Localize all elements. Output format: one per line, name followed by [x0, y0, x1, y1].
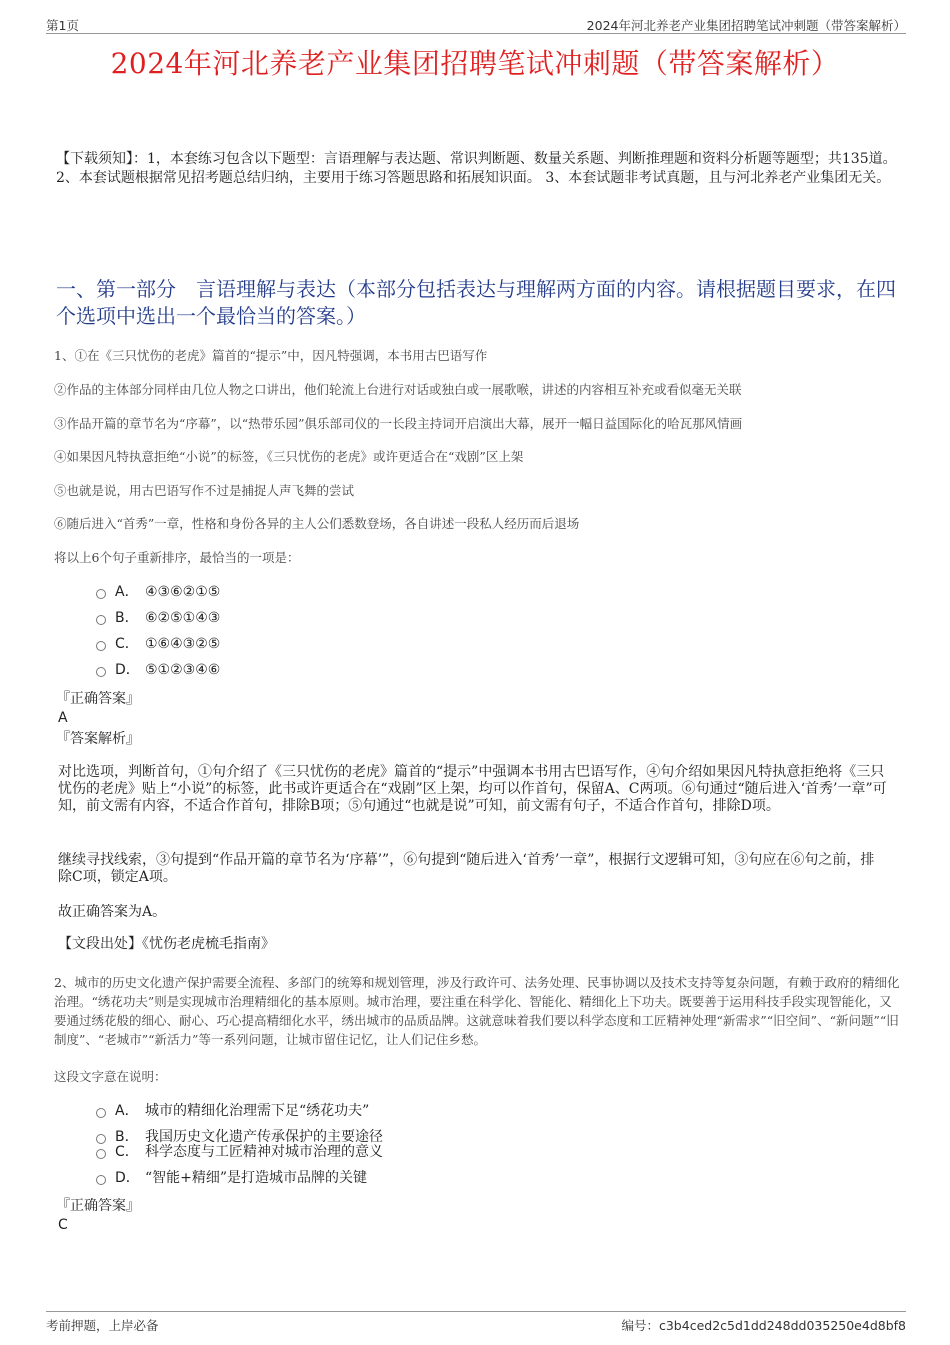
q1-option-d[interactable]	[96, 661, 220, 679]
page-header	[46, 14, 906, 34]
option-text: ①⑥④③②⑤	[145, 636, 221, 652]
q2-stem: 2、城市的历史文化遗产保护需要全流程、多部门的统筹和规划管理，涉及行政许可、法务处理、民事协调以及技术支持等复杂问题，有赖于政府的精细化治理。“绣花功夫”则是实现城市治理精细化的基本原则。城市治理，要注重在科学化、智能化、精细化上下功夫。既要善于运用科技手段实现智能化，又要通过绣花般的细心、耐心、巧心提高精细化水平，绣出城市的品质品牌。这就意味着我们要以科学态度和工匠精神处理“新需求”“旧空间”、“新问题”“旧制度”、“老城市”“新活力”等一系列问题，让城市留住记忆，让人们记住乡愁。	[54, 975, 900, 1047]
radio-icon[interactable]	[96, 641, 106, 651]
correct-answer: A	[58, 710, 68, 726]
radio-icon[interactable]	[96, 667, 106, 677]
option-text: 我国历史文化遗产传承保护的主要途径	[145, 1129, 383, 1145]
analysis-paragraph: 继续寻找线索，③句提到“作品开篇的章节名为‘序幕’”，⑥句提到“随后进入‘首秀’一章”，根据行文逻辑可知，③句应在⑥句之前，排除C项，锁定A项。	[58, 852, 875, 885]
answer-label: 『正确答案』	[56, 1198, 140, 1214]
source-citation: 【文段出处】《忧伤老虎梳毛指南》	[58, 936, 275, 952]
q2-option-a[interactable]	[96, 1102, 369, 1120]
header-title: 2024年河北养老产业集团招聘笔试冲刺题（带答案解析）	[586, 18, 906, 33]
option-letter: A．	[115, 1103, 139, 1119]
q2-prompt: 这段文字意在说明：	[54, 1069, 167, 1084]
option-letter: D．	[115, 662, 140, 678]
radio-icon[interactable]	[96, 1149, 106, 1159]
option-text: 城市的精细化治理需下足“绣花功夫”	[145, 1103, 370, 1119]
option-letter: A．	[115, 584, 139, 600]
option-letter: C．	[115, 636, 139, 652]
q1-line: ⑤也就是说，用古巴语写作不过是捕捉人声飞舞的尝试	[54, 483, 355, 498]
q1-line: 1、①在《三只忧伤的老虎》篇首的“提示”中，因凡特强调，本书用古巴语写作	[54, 348, 488, 363]
option-text: ⑥②⑤①④③	[145, 610, 221, 626]
option-letter: D．	[115, 1170, 140, 1186]
radio-icon[interactable]	[96, 1134, 106, 1144]
option-text: ⑤①②③④⑥	[145, 662, 221, 678]
option-letter: C．	[115, 1144, 139, 1160]
radio-icon[interactable]	[96, 615, 106, 625]
analysis-label: 『答案解析』	[56, 731, 140, 747]
q2-option-c[interactable]	[96, 1143, 383, 1161]
q1-line: ③作品开篇的章节名为“序幕”，以“热带乐园”俱乐部司仪的一长段主持词开启演出大幕，展开一幅日益国际化的哈瓦那风情画	[54, 416, 743, 431]
option-letter: B．	[115, 610, 139, 626]
radio-icon[interactable]	[96, 589, 106, 599]
option-text: “智能+精细”是打造城市品牌的关键	[145, 1170, 368, 1186]
footer-slogan: 考前押题，上岸必备	[46, 1318, 159, 1333]
q1-option-c[interactable]	[96, 635, 220, 653]
radio-icon[interactable]	[96, 1175, 106, 1185]
radio-icon[interactable]	[96, 1108, 106, 1118]
answer-label: 『正确答案』	[56, 691, 140, 707]
page-number: 第1页	[46, 18, 79, 33]
analysis-paragraph: 对比选项，判断首句，①句介绍了《三只忧伤的老虎》篇首的“提示”中强调本书用古巴语写作，④句介绍如果因凡特执意拒绝将《三只忧伤的老虎》贴上“小说”的标签，此书或许更适合在“戏剧”区上架，均可以作首句，保留A、C两项。⑥句通过“随后进入‘首秀’一章”可知，前文需有内容，不适合作首句，排除B项；⑤句通过“也就是说”可知，前文需有句子，不适合作首句，排除D项。	[58, 764, 887, 814]
q1-line: ④如果因凡特执意拒绝“小说”的标签，《三只忧伤的老虎》或许更适合在“戏剧”区上架	[54, 449, 524, 464]
q1-prompt: 将以上6个句子重新排序，最恰当的一项是：	[54, 550, 300, 565]
q2-option-d[interactable]	[96, 1169, 367, 1187]
q1-line: ⑥随后进入“首秀”一章，性格和身份各异的主人公们悉数登场，各自讲述一段私人经历而后退场	[54, 516, 580, 531]
document-title: 2024年河北养老产业集团招聘笔试冲刺题（带答案解析）	[110, 47, 840, 80]
q1-option-a[interactable]	[96, 583, 220, 601]
section-heading: 一、第一部分 言语理解与表达（本部分包括表达与理解两方面的内容。请根据题目要求，在四个选项中选出一个最恰当的答案。）	[56, 277, 896, 328]
correct-answer: C	[58, 1217, 68, 1233]
page-footer	[46, 1311, 906, 1333]
q1-option-b[interactable]	[96, 609, 220, 627]
q1-line: ②作品的主体部分同样由几位人物之口讲出，他们轮流上台进行对话或独白或一展歌喉，讲述的内容相互补充或看似毫无关联	[54, 382, 742, 397]
option-text: ④③⑥②①⑤	[145, 584, 221, 600]
analysis-conclusion: 故正确答案为A。	[58, 904, 167, 920]
document-code: 编号：c3b4ced2c5d1dd248dd035250e4d8bf8	[621, 1318, 906, 1333]
download-notice: 【下载须知】：1，本套练习包含以下题型：言语理解与表达题、常识判断题、数量关系题、判断推理题和资料分析题等题型；共135道。 2、本套试题根据常见招考题总结归纳，主要用于练习答题思路和拓展知识面。 3、本套试题非考试真题，且与河北养老产业集团无关。	[56, 151, 897, 186]
option-text: 科学态度与工匠精神对城市治理的意义	[145, 1144, 383, 1160]
option-letter: B．	[115, 1129, 139, 1145]
